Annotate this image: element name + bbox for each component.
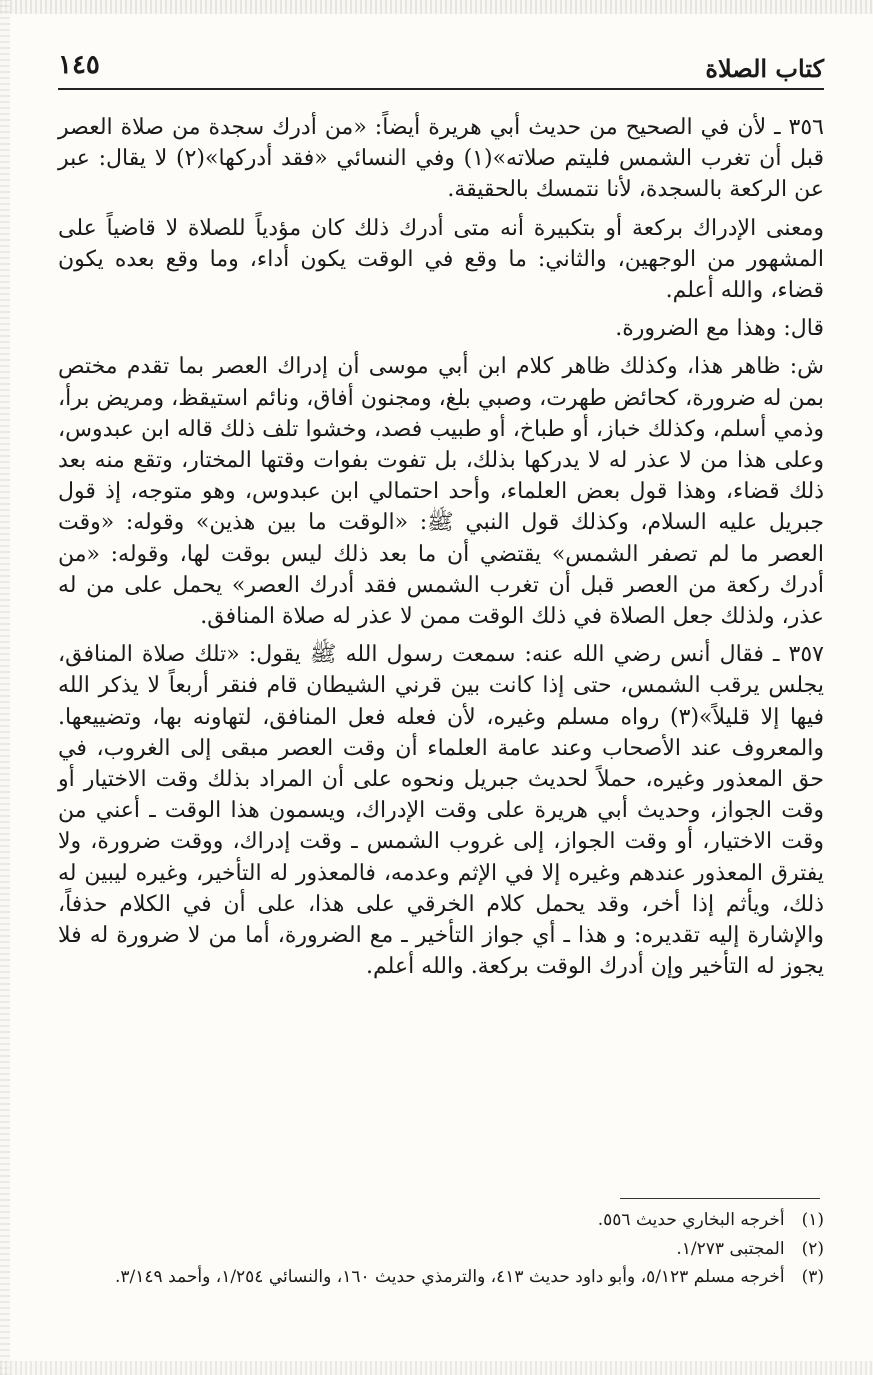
page-edge-bottom — [0, 1361, 873, 1375]
page-header — [58, 48, 824, 90]
footnote-item — [58, 1237, 824, 1262]
footnote-item — [58, 1208, 824, 1233]
paragraph-sharh: ش: ظاهر هذا، وكذلك ظاهر كلام ابن أبي موسى أن إدراك العصر بما تقدم مختص بمن له ضرورة، كحائض طهرت، وصبي بلغ، ومجنون أفاق، ونائم استيقظ، ومريض برأ، وذمي أسلم، وكذلك خباز، أو طباخ، أو طبيب فصد، وخشوا تلف ذلك قاله ابن عبدوس، وعلى هذا من لا عذر له لا يدركها بذلك، بل تفوت بفوات وقتها المختار، وتقع منه بعد ذلك قضاء، وهذا قول بعض العلماء، وأحد احتمالي ابن عبدوس، وهو متوجه، إذ قول جبريل عليه السلام، وكذلك قول النبي ﷺ: «الوقت ما بين هذين» وقوله: «وقت العصر ما لم تصفر الشمس» يقتضي أن ما بعد ذلك ليس بوقت لها، وقوله: «من أدرك ركعة من العصر قبل أن تغرب الشمس فقد أدرك العصر» يحمل على من له عذر، ولذلك جعل الصلاة في ذلك الوقت ممن لا عذر له صلاة المنافق. — [58, 354, 824, 630]
footnote-number: (١) — [801, 1210, 824, 1230]
paragraph-356: ٣٥٦ ـ لأن في الصحيح من حديث أبي هريرة أيضاً: «من أدرك سجدة من صلاة العصر قبل أن تغرب الشمس فليتم صلاته»(١) وفي النسائي «فقد أدركها»(٢) لا يقال: عبر عن الركعة بالسجدة، لأنا نتمسك بالحقيقة. — [58, 115, 824, 203]
footnotes — [58, 1208, 824, 1294]
page-number: ١٤٥ — [58, 50, 100, 80]
footnote-text: أخرجه مسلم ٥/١٢٣، وأبو داود حديث ٤١٣، والترمذي حديث ١٦٠، والنسائي ١/٢٥٤، وأحمد ٣/١٤٩. — [115, 1267, 785, 1287]
footnote-item — [58, 1265, 824, 1290]
page-edge-left — [0, 0, 10, 1375]
paragraph-357: ٣٥٧ ـ فقال أنس رضي الله عنه: سمعت رسول الله ﷺ يقول: «تلك صلاة المنافق، يجلس يرقب الشمس، حتى إذا كانت بين قرني الشيطان قام فنقر أربعاً لا يذكر الله فيها إلا قليلاً»(٣) رواه مسلم وغيره، لأن فعله فعل المنافق، لتهاونه بها، وتضييعها. والمعروف عند الأصحاب وعند عامة العلماء أن وقت العصر مبقى إلى الغروب، في حق المعذور وغيره، حملاً لحديث جبريل ونحوه على أن المراد بذلك وقت الاختيار أو وقت الجواز، وحديث أبي هريرة على وقت الإدراك، ويسمون هذا الوقت ـ أعني من وقت الاختيار، أو وقت الجواز، إلى غروب الشمس ـ وقت إدراك، ووقت ضرورة، ولا يفترق المعذور عندهم وغيره إلا في الإثم وعدمه، فالمعذور له التأخير، وغيره ليبين له ذلك، ويأثم إذا أخر، وقد يحمل كلام الخرقي على هذا، على أن في الكلام حذفاً، والإشارة إليه تقديره: و هذا ـ أي جواز التأخير ـ مع الضرورة، أما من لا ضرورة له فلا يجوز له التأخير وإن أدرك الوقت بركعة. والله أعلم. — [58, 642, 825, 980]
footnote-number: (٢) — [801, 1238, 824, 1259]
footnote-number: (٣) — [801, 1267, 824, 1287]
paragraph-qala: قال: وهذا مع الضرورة. — [615, 316, 824, 342]
page-edge-top — [0, 0, 873, 14]
book-title: كتاب الصلاة — [705, 54, 824, 83]
footnote-text: المجتبى ١/٢٧٣. — [676, 1238, 785, 1259]
main-text — [58, 112, 824, 989]
paragraph-meaning-of-idrak: ومعنى الإدراك بركعة أو بتكبيرة أنه متى أدرك ذلك كان مؤدياً للصلاة لا قاضياً على المشهور من الوجهين، والثاني: ما وقع في الوقت يكون أداء، وما وقع بعده يكون قضاء، والله أعلم. — [58, 215, 824, 304]
footnote-separator — [620, 1198, 820, 1199]
footnote-text: أخرجه البخاري حديث ٥٥٦. — [597, 1210, 785, 1230]
